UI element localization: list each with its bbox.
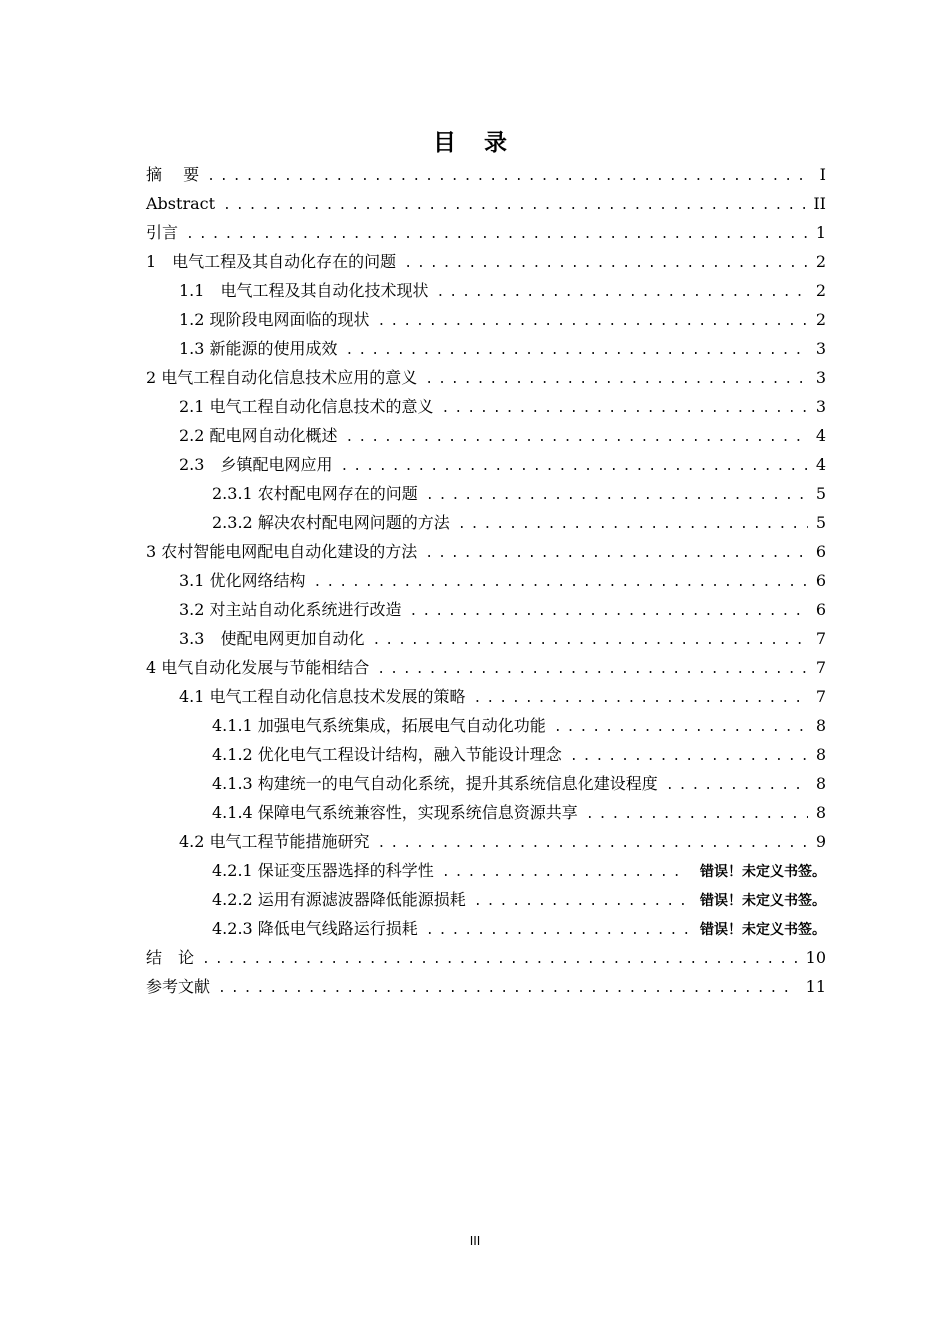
toc-entry[interactable] [146, 392, 826, 421]
toc-entry-page: 1 [815, 223, 826, 242]
dot-leader [377, 655, 808, 684]
toc-entry[interactable] [146, 972, 826, 1001]
toc-entry-label: 4.2.3 降低电气线路运行损耗 [212, 919, 418, 938]
dot-leader [314, 568, 808, 597]
toc-entry-page: 2 [815, 281, 826, 300]
dot-leader [378, 829, 808, 858]
toc-entry-page: 9 [815, 832, 826, 851]
toc-entry[interactable] [146, 914, 826, 943]
dot-leader [570, 742, 808, 771]
dot-leader [372, 626, 807, 655]
toc-entry-page: II [813, 194, 826, 213]
toc-entry-label: Abstract [146, 194, 216, 213]
toc-entry-label: 4.2 电气工程节能措施研究 [179, 832, 370, 851]
toc-entry-label: 3.2 对主站自动化系统进行改造 [179, 600, 402, 619]
toc-entry[interactable] [146, 566, 826, 595]
toc-entry-label: 2.3.1 农村配电网存在的问题 [212, 484, 418, 503]
page-number-footer: III [469, 1234, 481, 1248]
toc-entry-page: 8 [815, 716, 826, 735]
toc-entry[interactable] [146, 682, 826, 711]
dot-leader [586, 800, 808, 829]
toc-entry[interactable] [146, 798, 826, 827]
toc-entry-label: 2 电气工程自动化信息技术应用的意义 [146, 368, 418, 387]
dot-leader [346, 336, 808, 365]
toc-entry-page: 7 [815, 629, 826, 648]
toc-entry-label: 2.1 电气工程自动化信息技术的意义 [179, 397, 434, 416]
toc-entry-label: 4.2.1 保证变压器选择的科学性 [212, 861, 434, 880]
toc-entry-label: 1.3 新能源的使用成效 [179, 339, 338, 358]
toc-entry[interactable] [146, 740, 826, 769]
toc-entry-label: 参考文献 [146, 977, 211, 996]
toc-entry[interactable] [146, 247, 826, 276]
toc-entry[interactable] [146, 276, 826, 305]
toc-entry-label: 4.1.3 构建统一的电气自动化系统，提升其系统信息化建设程度 [212, 774, 658, 793]
toc-entry[interactable] [146, 624, 826, 653]
toc-entry-label: 2.2 配电网自动化概述 [179, 426, 338, 445]
toc-entry-label: 1 电气工程及其自动化存在的问题 [146, 252, 397, 271]
dot-leader [554, 713, 808, 742]
dot-leader [207, 162, 808, 191]
toc-entry-label: 1.2 现阶段电网面临的现状 [179, 310, 370, 329]
dot-leader [474, 887, 688, 916]
toc-entry-page: 3 [815, 397, 826, 416]
toc-entry[interactable] [146, 595, 826, 624]
dot-leader [404, 249, 808, 278]
dot-leader [426, 481, 808, 510]
dot-leader [442, 858, 688, 887]
toc-entry[interactable] [146, 769, 826, 798]
toc-entry[interactable] [146, 305, 826, 334]
page-title: 目 录 [432, 130, 517, 156]
toc-entry-page: 6 [815, 542, 826, 561]
toc-entry-label: 2.3.2 解决农村配电网问题的方法 [212, 513, 450, 532]
toc-entry[interactable] [146, 856, 826, 885]
toc-entry-label: 4 电气自动化发展与节能相结合 [146, 658, 370, 677]
dot-leader [378, 307, 808, 336]
toc-entry-label: 3.3 使配电网更加自动化 [179, 629, 365, 648]
toc-entry-label: 4.1 电气工程自动化信息技术发展的策略 [179, 687, 466, 706]
dot-leader [442, 394, 808, 423]
toc-entry-page: 8 [815, 803, 826, 822]
toc-entry-page: 4 [815, 426, 826, 445]
dot-leader [425, 539, 808, 568]
toc-entry-label: 4.1.2 优化电气工程设计结构，融入节能设计理念 [212, 745, 562, 764]
table-of-contents [146, 160, 826, 1001]
toc-entry-error-page: 错误！未定义书签。 [700, 922, 826, 938]
dot-leader [202, 945, 798, 974]
toc-entry-label: 4.2.2 运用有源滤波器降低能源损耗 [212, 890, 466, 909]
toc-entry[interactable] [146, 885, 826, 914]
toc-entry-page: 10 [805, 948, 826, 967]
dot-leader [186, 220, 808, 249]
toc-entry-label: 4.1.4 保障电气系统兼容性，实现系统信息资源共享 [212, 803, 578, 822]
toc-entry[interactable] [146, 537, 826, 566]
toc-entry[interactable] [146, 653, 826, 682]
dot-leader [666, 771, 808, 800]
dot-leader [223, 191, 805, 220]
toc-entry-label: 摘 要 [146, 165, 200, 184]
dot-leader [346, 423, 808, 452]
dot-leader [436, 278, 807, 307]
toc-entry[interactable] [146, 827, 826, 856]
toc-entry-label: 1.1 电气工程及其自动化技术现状 [179, 281, 429, 300]
toc-entry-page: 11 [805, 977, 826, 996]
toc-entry-page: 3 [815, 339, 826, 358]
toc-entry[interactable] [146, 334, 826, 363]
toc-entry-label: 3.1 优化网络结构 [179, 571, 306, 590]
toc-entry-page: 8 [815, 774, 826, 793]
dot-leader [410, 597, 808, 626]
toc-entry-page: 7 [815, 658, 826, 677]
dot-leader [218, 974, 798, 1003]
toc-entry[interactable] [146, 479, 826, 508]
dot-leader [458, 510, 808, 539]
toc-entry-label: 引言 [146, 223, 179, 242]
toc-entry-page: 4 [815, 455, 826, 474]
dot-leader [425, 365, 808, 394]
toc-entry-page: 6 [815, 600, 826, 619]
toc-entry[interactable] [146, 450, 826, 479]
toc-entry[interactable] [146, 508, 826, 537]
toc-entry-error-page: 错误！未定义书签。 [700, 893, 826, 909]
dot-leader [426, 916, 688, 945]
toc-entry[interactable] [146, 160, 826, 189]
toc-entry-page: 5 [815, 484, 826, 503]
toc-entry[interactable] [146, 711, 826, 740]
toc-entry-page: 6 [815, 571, 826, 590]
dot-leader [474, 684, 808, 713]
toc-entry-label: 3 农村智能电网配电自动化建设的方法 [146, 542, 418, 561]
dot-leader [340, 452, 807, 481]
toc-entry-label: 2.3 乡镇配电网应用 [179, 455, 333, 474]
toc-entry-page: 2 [815, 310, 826, 329]
toc-entry[interactable] [146, 943, 826, 972]
toc-entry-error-page: 错误！未定义书签。 [700, 864, 826, 880]
toc-entry[interactable] [146, 189, 826, 218]
toc-entry[interactable] [146, 421, 826, 450]
toc-entry-page: 3 [815, 368, 826, 387]
toc-entry-page: 2 [815, 252, 826, 271]
toc-entry[interactable] [146, 218, 826, 247]
toc-entry-page: 8 [815, 745, 826, 764]
toc-entry-label: 结 论 [146, 948, 195, 967]
toc-entry[interactable] [146, 363, 826, 392]
toc-entry-page: I [819, 165, 826, 184]
toc-entry-page: 5 [815, 513, 826, 532]
toc-entry-page: 7 [815, 687, 826, 706]
toc-entry-label: 4.1.1 加强电气系统集成，拓展电气自动化功能 [212, 716, 546, 735]
